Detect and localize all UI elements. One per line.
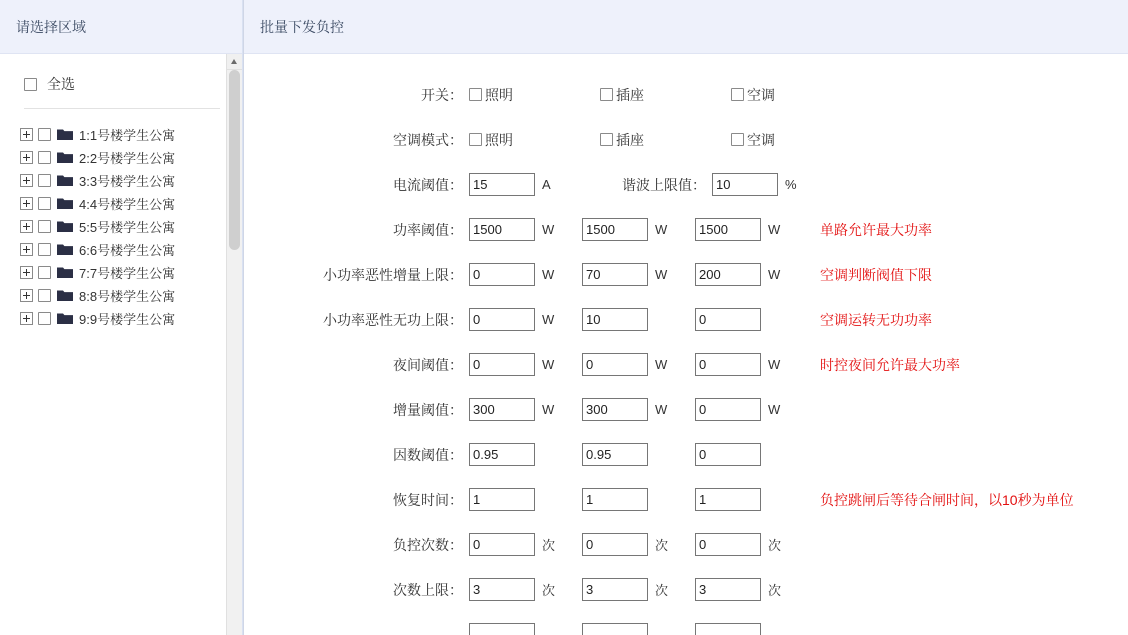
form-row — [244, 567, 1128, 612]
tree-node-label: 7:7号楼学生公寓 — [79, 265, 176, 281]
expand-icon[interactable] — [20, 243, 33, 256]
region-panel-header: 请选择区域 — [0, 0, 242, 54]
threshold-input[interactable] — [469, 308, 535, 331]
unit-label: A — [542, 177, 551, 192]
tree-node[interactable] — [20, 123, 242, 145]
row-note: 负控跳闸后等待合闸时间，以10秒为单位 — [820, 491, 1074, 508]
tree-node[interactable] — [20, 261, 242, 283]
checkbox-item[interactable] — [600, 85, 644, 105]
threshold-input[interactable] — [582, 488, 648, 511]
tree-node-checkbox[interactable] — [38, 289, 51, 302]
row-label: 负控次数： — [393, 536, 463, 553]
form-row — [244, 387, 1128, 432]
input-group — [582, 398, 695, 421]
checkbox-group — [731, 85, 862, 105]
folder-icon — [57, 243, 73, 256]
unit-label: 次 — [542, 538, 556, 553]
option-label: 照明 — [485, 86, 513, 103]
folder-icon — [57, 197, 73, 210]
tree-node[interactable] — [20, 307, 242, 329]
threshold-input[interactable] — [695, 623, 761, 635]
threshold-input[interactable] — [695, 353, 761, 376]
tree-node[interactable] — [20, 215, 242, 237]
input-group — [469, 218, 582, 241]
unit-label: W — [768, 267, 781, 282]
tree-node[interactable] — [20, 169, 242, 191]
input-group — [469, 488, 582, 511]
input-group — [695, 218, 808, 241]
tree-node-checkbox[interactable] — [38, 151, 51, 164]
form-row — [244, 297, 1128, 342]
unit-label: W — [542, 312, 555, 327]
batch-control-form — [244, 54, 1128, 635]
batch-panel-header: 批量下发负控 — [244, 0, 1128, 54]
option-checkbox[interactable] — [731, 88, 744, 101]
threshold-input[interactable] — [469, 488, 535, 511]
row-label-secondary: 谐波上限值： — [622, 176, 706, 193]
tree-node-checkbox[interactable] — [38, 266, 51, 279]
folder-icon — [57, 220, 73, 233]
input-group — [469, 443, 582, 466]
folder-icon — [57, 266, 73, 279]
tree-node-checkbox[interactable] — [38, 174, 51, 187]
unit-label: % — [785, 177, 797, 192]
input-group — [695, 308, 808, 331]
unit-label: W — [768, 357, 781, 372]
threshold-input[interactable] — [695, 443, 761, 466]
unit-label: W — [655, 357, 668, 372]
threshold-input[interactable] — [469, 443, 535, 466]
option-label: 插座 — [616, 86, 644, 103]
threshold-input[interactable] — [695, 263, 761, 286]
input-group — [469, 578, 582, 601]
expand-icon[interactable] — [20, 151, 33, 164]
unit-label: W — [655, 267, 668, 282]
tree-node-checkbox[interactable] — [38, 128, 51, 141]
option-label: 插座 — [616, 131, 644, 148]
region-tree — [0, 109, 242, 329]
threshold-input[interactable] — [582, 308, 648, 331]
tree-node-label: 3:3号楼学生公寓 — [79, 173, 176, 189]
input-group — [582, 218, 695, 241]
tree-node-label: 2:2号楼学生公寓 — [79, 150, 176, 166]
input-group — [469, 398, 582, 421]
input-group — [582, 533, 695, 556]
tree-node-checkbox[interactable] — [38, 197, 51, 210]
row-label: 小功率恶性无功上限： — [323, 311, 463, 328]
row-note: 空调运转无功功率 — [820, 311, 932, 328]
row-note: 时控夜间允许最大功率 — [820, 356, 960, 373]
row-label: 因数阈值： — [393, 446, 463, 463]
unit-label: W — [542, 402, 555, 417]
unit-label: 次 — [655, 583, 669, 598]
unit-label: 次 — [768, 583, 782, 598]
threshold-input[interactable] — [582, 263, 648, 286]
unit-label: 次 — [655, 538, 669, 553]
input-group — [695, 623, 808, 635]
tree-node-label: 6:6号楼学生公寓 — [79, 242, 176, 258]
form-row — [244, 252, 1128, 297]
scrollbar-thumb[interactable] — [229, 70, 240, 250]
unit-label: W — [655, 402, 668, 417]
input-group — [582, 578, 695, 601]
input-group — [469, 623, 582, 635]
unit-label: 次 — [768, 538, 782, 553]
threshold-input[interactable] — [695, 578, 761, 601]
folder-icon — [57, 128, 73, 141]
threshold-input[interactable] — [469, 533, 535, 556]
threshold-input[interactable] — [582, 533, 648, 556]
checkbox-item[interactable] — [600, 130, 644, 150]
checkbox-item[interactable] — [469, 85, 513, 105]
region-selection-panel — [0, 0, 243, 635]
row-label: 小功率恶性增量上限： — [323, 266, 463, 283]
select-all-label: 全选 — [47, 76, 75, 92]
threshold-input[interactable] — [712, 173, 778, 196]
form-row — [244, 612, 1128, 635]
row-label: 恢复时间： — [393, 491, 463, 508]
row-label: 增量阈值： — [393, 401, 463, 418]
threshold-input[interactable] — [695, 308, 761, 331]
row-label: 空调模式： — [393, 131, 463, 148]
form-row — [244, 162, 1128, 207]
unit-label: W — [768, 222, 781, 237]
checkbox-group — [600, 85, 731, 105]
tree-node-label: 4:4号楼学生公寓 — [79, 196, 176, 212]
tree-node-label: 1:1号楼学生公寓 — [79, 127, 176, 143]
form-row — [244, 477, 1128, 522]
input-group — [695, 398, 808, 421]
checkbox-group — [469, 130, 600, 150]
input-group — [469, 263, 582, 286]
form-row — [244, 342, 1128, 387]
tree-node[interactable] — [20, 284, 242, 306]
expand-icon[interactable] — [20, 266, 33, 279]
left-scrollbar[interactable] — [226, 54, 242, 635]
unit-label: W — [542, 267, 555, 282]
expand-icon[interactable] — [20, 174, 33, 187]
expand-icon[interactable] — [20, 197, 33, 210]
expand-icon[interactable] — [20, 128, 33, 141]
tree-node[interactable] — [20, 238, 242, 260]
form-row — [244, 207, 1128, 252]
checkbox-group — [469, 85, 600, 105]
form-row — [244, 117, 1128, 162]
option-label: 照明 — [485, 131, 513, 148]
input-group — [582, 263, 695, 286]
row-label: 夜间阈值： — [393, 356, 463, 373]
row-label: 功率阈值： — [393, 221, 463, 238]
folder-icon — [57, 289, 73, 302]
folder-icon — [57, 151, 73, 164]
row-label: 开关： — [421, 86, 463, 103]
checkbox-item[interactable] — [731, 130, 775, 150]
unit-label: W — [542, 357, 555, 372]
row-note: 单路允许最大功率 — [820, 221, 932, 238]
option-label: 空调 — [747, 131, 775, 148]
input-group — [695, 488, 808, 511]
threshold-input[interactable] — [469, 218, 535, 241]
tree-node-label: 8:8号楼学生公寓 — [79, 288, 176, 304]
select-all-row[interactable] — [0, 54, 242, 104]
form-row — [244, 432, 1128, 477]
option-label: 空调 — [747, 86, 775, 103]
threshold-input[interactable] — [582, 218, 648, 241]
input-group — [582, 623, 695, 635]
threshold-input[interactable] — [469, 263, 535, 286]
tree-node[interactable] — [20, 192, 242, 214]
select-all-checkbox[interactable] — [24, 78, 37, 91]
input-group — [695, 443, 808, 466]
checkbox-group — [600, 130, 731, 150]
tree-node-checkbox[interactable] — [38, 243, 51, 256]
option-checkbox[interactable] — [600, 133, 613, 146]
tree-node-checkbox[interactable] — [38, 220, 51, 233]
checkbox-item[interactable] — [731, 85, 775, 105]
option-checkbox[interactable] — [731, 133, 744, 146]
checkbox-item[interactable] — [469, 130, 513, 150]
threshold-input[interactable] — [469, 398, 535, 421]
unit-label: W — [542, 222, 555, 237]
checkbox-group — [731, 130, 862, 150]
form-row — [244, 72, 1128, 117]
threshold-input[interactable] — [469, 173, 535, 196]
row-note: 空调判断阀值下限 — [820, 266, 932, 283]
input-group — [695, 578, 808, 601]
expand-icon[interactable] — [20, 312, 33, 325]
threshold-input[interactable] — [469, 353, 535, 376]
unit-label: W — [768, 402, 781, 417]
input-group — [582, 488, 695, 511]
input-group — [469, 353, 582, 376]
tree-node[interactable] — [20, 146, 242, 168]
expand-icon[interactable] — [20, 220, 33, 233]
threshold-input[interactable] — [582, 578, 648, 601]
input-group — [469, 308, 582, 331]
threshold-input[interactable] — [695, 218, 761, 241]
threshold-input[interactable] — [695, 488, 761, 511]
tree-node-label: 5:5号楼学生公寓 — [79, 219, 176, 235]
input-group — [582, 308, 695, 331]
input-group — [469, 173, 582, 196]
threshold-input[interactable] — [582, 443, 648, 466]
input-group — [695, 353, 808, 376]
option-checkbox[interactable] — [600, 88, 613, 101]
input-group — [695, 533, 808, 556]
threshold-input[interactable] — [695, 533, 761, 556]
option-checkbox[interactable] — [469, 88, 482, 101]
input-group — [469, 533, 582, 556]
row-label: 电流阈值： — [393, 176, 463, 193]
threshold-input[interactable] — [469, 578, 535, 601]
threshold-input[interactable] — [469, 623, 535, 635]
threshold-input[interactable] — [695, 398, 761, 421]
row-label: 次数上限： — [393, 581, 463, 598]
input-group — [582, 443, 695, 466]
expand-icon[interactable] — [20, 289, 33, 302]
scroll-up-arrow-icon[interactable] — [227, 54, 242, 70]
tree-node-checkbox[interactable] — [38, 312, 51, 325]
threshold-input[interactable] — [582, 353, 648, 376]
option-checkbox[interactable] — [469, 133, 482, 146]
threshold-input[interactable] — [582, 398, 648, 421]
form-row — [244, 522, 1128, 567]
unit-label: 次 — [542, 583, 556, 598]
region-tree-body — [0, 54, 242, 635]
batch-control-panel — [243, 0, 1128, 635]
input-group — [695, 263, 808, 286]
folder-icon — [57, 312, 73, 325]
unit-label: W — [655, 222, 668, 237]
threshold-input[interactable] — [582, 623, 648, 635]
input-group — [712, 173, 825, 196]
tree-node-label: 9:9号楼学生公寓 — [79, 311, 176, 327]
input-group — [582, 353, 695, 376]
folder-icon — [57, 174, 73, 187]
